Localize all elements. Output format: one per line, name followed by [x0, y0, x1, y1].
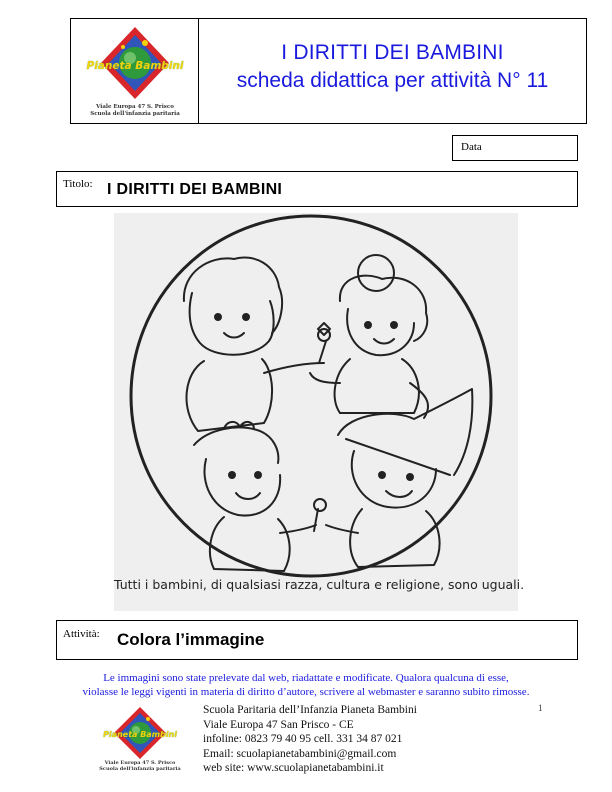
page-number: 1	[538, 703, 543, 713]
footer-website[interactable]: web site: www.scuolapianetabambini.it	[203, 762, 384, 774]
school-logo	[83, 25, 187, 117]
logo-name: Pianeta Bambini	[86, 60, 184, 72]
coloring-image	[114, 213, 525, 611]
page-subtitle: scheda didattica per attività N° 11	[236, 69, 549, 92]
logo-subtitle: Scuola dell'infanzia paritaria	[90, 111, 180, 117]
header-box	[70, 18, 587, 124]
activity-value: Colora l’immagine	[117, 630, 265, 649]
image-caption: Tutti i bambini, di qualsiasi razza, cultura e religione, sono uguali.	[114, 577, 525, 592]
footer-email[interactable]: Email: scuolapianetabambini@gmail.com	[203, 747, 397, 760]
header-title-cell	[199, 19, 586, 123]
header-logo-cell	[71, 19, 199, 123]
activity-field	[56, 620, 578, 660]
children-circle-illustration-icon	[114, 213, 525, 611]
title-field	[56, 171, 578, 207]
footer-contact-info	[203, 703, 417, 776]
disclaimer-line-1: Le immagini sono state prelevate dal web, riadattate e modificate. Qualora qualcuna di esse,	[103, 672, 509, 684]
footer-logo-subtitle: Scuola dell'infanzia paritaria	[99, 766, 181, 772]
date-label: Data	[461, 141, 482, 153]
date-field[interactable]	[452, 135, 578, 161]
footer-school-name: Scuola Paritaria dell’Infanzia Pianeta Bambini	[203, 704, 417, 716]
logo-address: Viale Europa 47 S. Prisco	[96, 104, 174, 110]
footer-logo-address: Viale Europa 47 S. Prisco	[104, 760, 176, 766]
footer-address: Viale Europa 47 San Prisco - CE	[203, 718, 354, 731]
activity-label: Attività:	[63, 628, 100, 640]
footer-logo	[90, 706, 190, 772]
title-label: Titolo:	[63, 178, 93, 190]
footer-phone: infoline: 0823 79 40 95 cell. 331 34 87 021	[203, 733, 403, 745]
page-title: I DIRITTI DEI BAMBINI	[281, 41, 504, 64]
disclaimer-line-2: violasse le leggi vigenti in materia di diritto d’autore, scrivere al webmaster e saranno subito rimosse.	[82, 686, 530, 698]
title-value: I DIRITTI DEI BAMBINI	[107, 181, 283, 198]
footer-logo-name: Pianeta Bambini	[103, 730, 177, 739]
